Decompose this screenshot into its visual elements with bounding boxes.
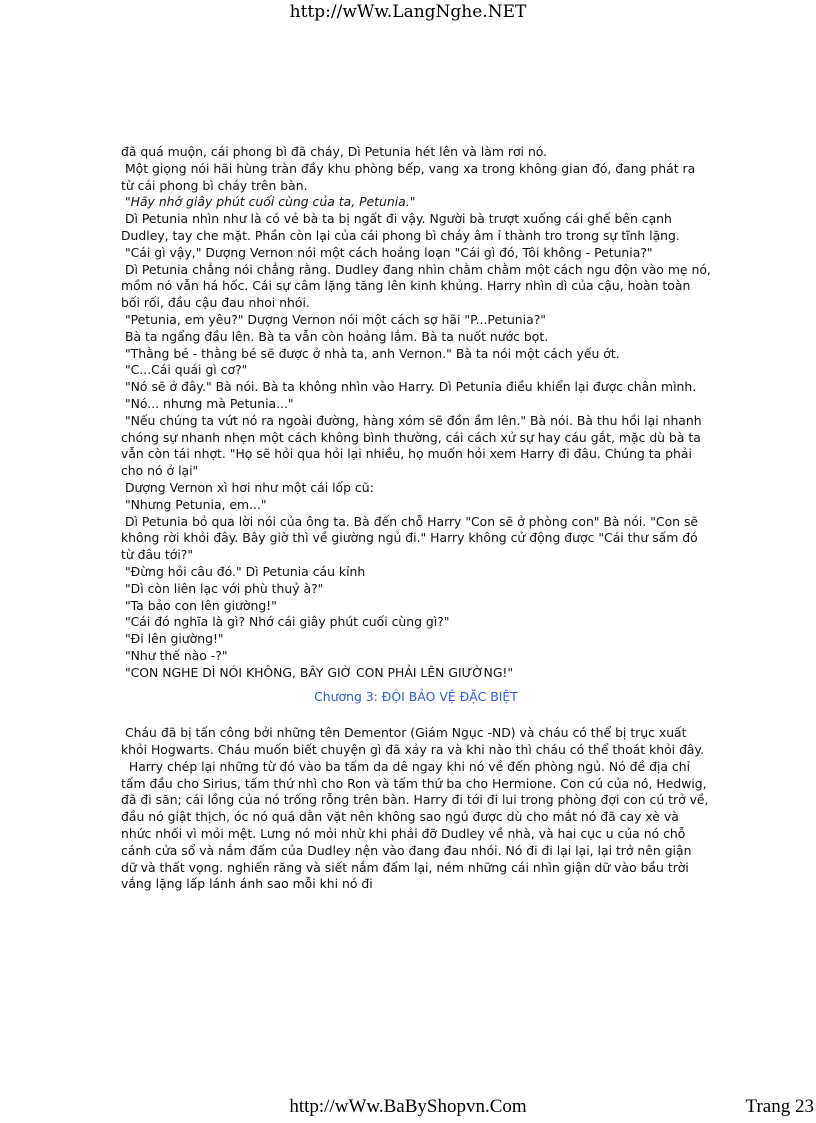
paragraph: "Cái đó nghĩa là gì? Nhớ cái giây phút cuối cùng gì?" <box>121 614 450 630</box>
paragraph: Dì Petunia bỏ qua lời nói của ông ta. Bà đến chỗ Harry "Con sẽ ở phòng con" Bà nói. "Con sẽ không rời khỏi đây. Bây giờ thì về giường ngủ đi." Harry không cử động được "Cái thư sấm đó từ đâu tới?" <box>121 513 702 563</box>
paragraph: "Như thế nào -?" <box>121 647 228 663</box>
paragraph: "Đi lên giường!" <box>121 631 224 647</box>
page-number: Trang 23 <box>745 1096 814 1117</box>
header-url: http://wWw.LangNghe.NET <box>289 2 527 22</box>
document-body <box>121 144 715 893</box>
paragraph: Bà ta ngẩng đầu lên. Bà ta vẫn còn hoảng lắm. Bà ta nuốt nước bọt. <box>121 328 549 344</box>
paragraph: "Nó sẽ ở đây." Bà nói. Bà ta không nhìn vào Harry. Dì Petunia điều khiển lại được chân mình. <box>121 379 697 395</box>
paragraph: "Cái gì vậy," Dượng Vernon nói một cách hoảng loạn "Cái gì đó, Tôi không - Petunia?" <box>121 244 653 260</box>
paragraph: "Nhưng Petunia, em..." <box>121 496 267 512</box>
paragraph: "Dì còn liên lạc với phù thuỷ à?" <box>121 580 324 596</box>
paragraph: Harry chép lại những từ đó vào ba tấm da dê ngay khi nó về đến phòng ngủ. Nó đề địa chỉ tấm đầu cho Sirius, tấm thứ nhì cho Ron và tấm thứ ba cho Hermione. Con cú của nó, Hedwig, đã đi săn; cái lồng của nó trống rỗng trên bàn. Harry đi tới đi lui trong phòng đợi con cú trở về, đầu nó giật thịch, óc nó quá dằn vặt nên không sao ngủ được dù cho mắt nó đã cay xè và nhức nhối vì mỏi mệt. Lưng nó mỏi nhừ khi phải đỡ Dudley về nhà, và hai cục u của nó chỗ cánh cửa sổ và nắm đấm của Dudley nện vào đang đau nhói. Nó đi đi lại lại, lại trở nên giận dữ và thất vọng. nghiến răng và siết nắm đấm lại, ném những cái nhìn giận dữ vào bầu trời vắng lặng lấp lánh ánh sao mỗi khi nó đi <box>121 758 713 892</box>
paragraph: Cháu đã bị tấn công bởi những tên Dementor (Giám Ngục -ND) và cháu có thể bị trục xuất khỏi Hogwarts. Cháu muốn biết chuyện gì đã xảy ra và khi nào thì cháu có thể thoát khỏi đây. <box>121 725 705 758</box>
paragraph: "Nó... nhưng mà Petunia..." <box>121 395 294 411</box>
paragraph: "CON NGHE DÌ NÓI KHÔNG, BÂY GIỜ CON PHẢI LÊN GIƯỜNG!" <box>121 664 514 680</box>
paragraph: đã quá muộn, cái phong bì đã cháy, Dì Petunia hét lên và làm rơi nó. <box>121 144 548 159</box>
paragraph: Dượng Vernon xì hơi như một cái lốp cũ: <box>121 479 374 495</box>
paragraph: Dì Petunia chẳng nói chẳng rằng. Dudley đang nhìn chằm chằm một cách ngu độn vào mẹ nó, mồm nó vẫn há hốc. Cái sự câm lặng tăng lên kinh khủng. Harry nhìn dì của cậu, hoàn toàn bối rối, đầu cậu đau nhoi nhói. <box>121 261 715 311</box>
chapter-title: Chương 3: ĐỘI BẢO VỆ ĐẶC BIỆT <box>314 688 518 704</box>
paragraph: Một giọng nói hãi hùng tràn đầy khu phòng bếp, vang xa trong không gian đó, đang phát ra từ cái phong bì cháy trên bàn. <box>121 160 700 193</box>
paragraph: "Ta bảo con lên giường!" <box>121 597 277 613</box>
paragraph: Dì Petunia nhìn như là có vẻ bà ta bị ngất đi vậy. Người bà trượt xuống cái ghế bên cạnh Dudley, tay che mặt. Phần còn lại của cái phong bì cháy âm ỉ thành tro trong sự tĩnh lặng. <box>121 211 680 243</box>
paragraph: "Nếu chúng ta vứt nó ra ngoài đường, hàng xóm sẽ đồn ầm lên." Bà nói. Bà thu hồi lại nhanh chóng sự nhanh nhẹn một cách không bình thường, cái cách xử sự hay cáu gắt, mặc dù bà ta vẫn còn tái nhợt. "Họ sẽ hỏi qua hỏi lại nhiều, họ muốn hỏi xem Harry đi đâu. Chúng ta phải cho nó ở lại" <box>121 412 706 479</box>
footer-url: http://wWw.BaByShopvn.Com <box>289 1096 527 1117</box>
paragraph: "Thằng bé - thằng bé sẽ được ở nhà ta, anh Vernon." Bà ta nói một cách yếu ớt. <box>121 345 620 361</box>
paragraph-quote: "Hãy nhớ giây phút cuối cùng của ta, Petunia." <box>121 194 416 210</box>
paragraph: "Petunia, em yêu?" Dượng Vernon nói một cách sợ hãi "P...Petunia?" <box>121 311 546 327</box>
paragraph: "C...Cái quái gì cơ?" <box>121 362 248 378</box>
paragraph: "Đừng hỏi câu đó." Dì Petunia cáu kỉnh <box>121 563 366 579</box>
